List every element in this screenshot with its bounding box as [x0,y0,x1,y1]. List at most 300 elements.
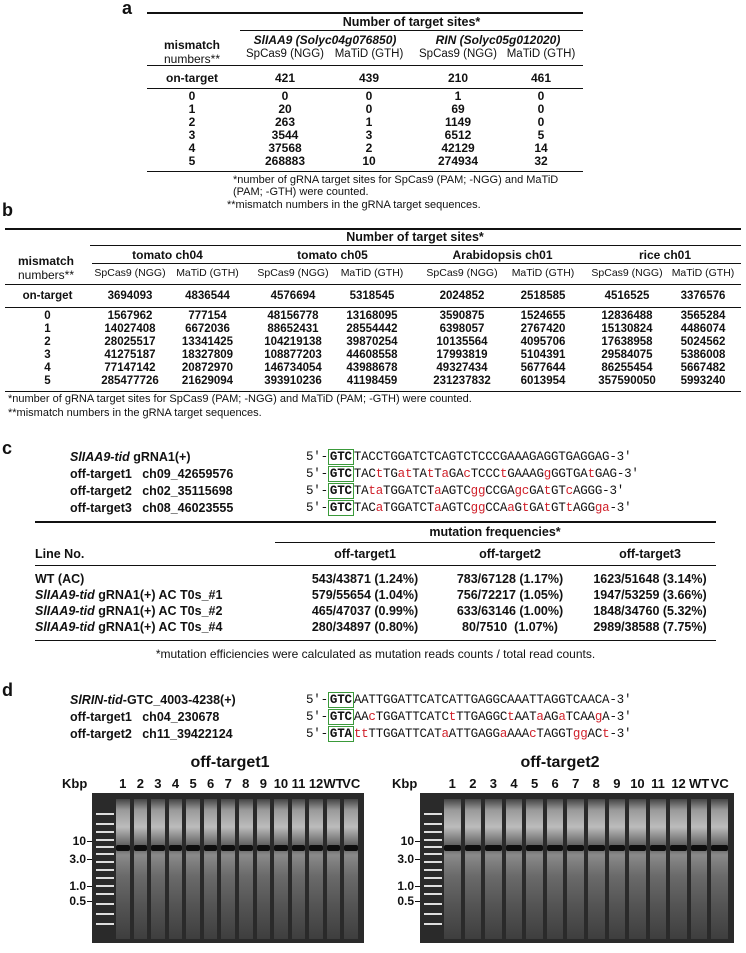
table-cell: 633/63146 (1.00%) [456,604,564,618]
gel-lane [239,799,253,939]
panel-c-guide-names [70,449,233,517]
table-row [5,336,741,349]
panel-a-gene2: RIN (Solyc05g012020) [435,33,561,47]
mismatch-base: a [434,501,442,515]
panel-a-bottom-rule [147,171,583,172]
mismatch-base: c [529,727,537,741]
table-cell: 1947/53259 (3.66%) [593,588,707,602]
lane-label: 11 [651,776,665,791]
sequence-line: 5′- GTC TACaTGGATCTaAGTCggCCAaGtGAtGTtAGGga-3′ [306,501,632,515]
lane-label: VC [710,776,729,791]
ladder-band [96,877,114,879]
mismatch-base: a [558,710,566,724]
ladder-band [96,846,114,848]
panel-c-col-rule [35,565,716,566]
gel-band [691,845,708,851]
mismatch-base: a [499,727,508,741]
mismatch-base: t [375,467,384,481]
table-cell: 17993819 [436,349,488,361]
size-marker: 10 [72,834,86,848]
table-cell: 3590875 [439,310,485,322]
panel-d-label: d [2,680,13,700]
panel-c-header: mutation frequencies* [429,525,561,539]
gel-band [257,845,271,851]
lane-label: 2 [469,776,477,791]
panel-c-top-rule [35,521,716,523]
table-cell: 28554442 [346,323,398,335]
ladder-band [424,846,442,848]
table-cell: 285477726 [101,375,159,387]
table-cell: 14027408 [104,323,156,335]
gel-lane [485,799,502,939]
panel-a-label: a [122,0,133,18]
table-cell: 41275187 [104,349,156,361]
table-cell: 12836488 [601,310,653,322]
offtarget-name: off-target2 ch02_35115698 [70,484,233,498]
mismatch-base: gg [470,484,486,498]
table-row [5,362,741,375]
gel-lane [691,799,708,939]
pam-box: GTC [329,467,352,481]
table-cell: 783/67128 (1.17%) [456,572,564,586]
panel-a-header-rule [240,30,583,31]
marker-tick [87,841,92,842]
mismatch-base: g [594,710,603,724]
gel-lane [344,799,358,939]
table-cell: 5104391 [520,349,566,361]
mismatch-base: tt [353,727,369,741]
pam-box: GTC [329,450,352,464]
gel-lane [444,799,461,939]
offtarget-name: off-target2 ch11_39422124 [70,727,233,741]
table-cell: 5677644 [520,362,566,374]
pam-box: GTC [329,710,352,724]
gel-lane [567,799,584,939]
table-row: 5 268883 10 274934 32 [188,154,548,168]
marker-tick [415,901,420,902]
table-cell: 5 [44,375,51,387]
table-cell: 104219138 [264,336,322,348]
panel-b-note2: **mismatch numbers in the gRNA target sequences. [8,407,262,419]
gel-band [444,845,461,851]
panel-b-row-header: mismatch numbers** [17,254,75,282]
panel-b-note1: *number of gRNA target sites for SpCas9 (PAM; -NGG) and MaTiD (PAM; -GTH) were counted. [8,393,472,405]
table-row: 0 0 0 1 0 [188,89,545,103]
mismatch-base: t [426,467,435,481]
gel-lane [547,799,564,939]
mismatch-base: t [448,710,457,724]
gel-band [567,845,584,851]
gel-lane [629,799,646,939]
table-cell: 108877203 [264,349,322,361]
ladder-band [424,923,442,925]
gel-lane [609,799,626,939]
mismatch-base: t [521,501,530,515]
table-cell: 6013954 [520,375,566,387]
panel-c-bottom-rule [35,640,716,641]
lane-label: 8 [592,776,600,791]
panel-a-body [147,89,583,167]
pam-box: GTC [329,501,352,515]
gel-band [309,845,323,851]
sequence-line: 5′- GTA ttTTGGATTCATaATTGAGGaAAAcTAGGTggACt-3′ [306,727,632,741]
lane-label: 12 [308,776,324,791]
table-cell: 2 [44,336,51,348]
panel-a-header: Number of target sites* [342,15,481,29]
table-cell: 1 [44,323,51,335]
mismatch-base: t [602,727,610,741]
gel-band [274,845,288,851]
ladder-band [424,813,442,815]
table-cell: 579/55654 (1.04%) [311,588,419,602]
gel-lane [169,799,183,939]
table-cell: 10135564 [436,336,488,348]
gel-band [506,845,523,851]
gel1-kbp: Kbp [62,776,88,791]
table-cell: 48156778 [267,310,319,322]
table-cell: 21629094 [181,375,234,387]
table-cell: 393910236 [264,375,322,387]
gel-lane [292,799,306,939]
panel-a-note1: *number of gRNA target sites for SpCas9 (PAM; -NGG) and MaTiD (PAM; -GTH) were counted. [233,174,559,198]
panel-b-body [5,310,741,388]
table-cell: 4486074 [680,323,726,335]
ladder-band [96,923,114,925]
ladder-band [424,839,442,841]
table-cell: 1623/51648 (3.14%) [593,572,707,586]
panel-c-sequences [306,449,639,517]
gel-band [609,845,626,851]
lane-label: 11 [291,776,306,791]
gel-lane [274,799,288,939]
mismatch-base: t [543,484,552,498]
panel-d-sequences [306,692,631,743]
table-cell: 3 [44,349,51,361]
lane-label: 8 [242,776,250,791]
mismatch-base: gg [470,501,486,515]
table-row: 4 37568 2 42129 14 [188,141,548,155]
gel-band [134,845,148,851]
table-row [5,349,741,362]
table-cell: 44608558 [346,349,398,361]
table-row [5,310,741,323]
lane-label: 12 [671,776,686,791]
table-cell: 29584075 [601,349,653,361]
ladder-band [424,823,442,825]
mismatch-base: gc [514,484,530,498]
table-cell: 5993240 [680,375,726,387]
gel-lane [257,799,271,939]
table-row: SlIAA9-tid gRNA1(+) AC T0s_#1 579/55654 (1.04%) 756/72217 (1.05%) 1947/53259 (3.66%) [35,588,716,604]
mismatch-base: a [536,710,544,724]
gel-band [650,845,667,851]
table-cell: 6672036 [185,323,230,335]
panel-d-guide-names [70,692,236,743]
gel-band [116,845,130,851]
gel-band [221,845,235,851]
ladder-band [424,893,442,895]
table-cell: 5024562 [680,336,726,348]
lane-label: 9 [259,776,267,791]
marker-tick [87,886,92,887]
gel-lane [650,799,667,939]
panel-b-col-rule [5,284,741,285]
ladder-band [424,831,442,833]
gel-lane [151,799,165,939]
offtarget-name: off-target1 ch04_230678 [70,710,220,724]
table-row: SlIAA9-tid gRNA1(+) AC T0s_#4 280/34897 (0.80%) 80/7510 (1.07%) 2989/38588 (7.75%) [35,620,716,636]
gel2-lane-labels [420,776,734,792]
lane-label: 10 [273,776,289,791]
gel-band [344,845,358,851]
lane-label: 3 [154,776,162,791]
lane-label: 4 [171,776,180,791]
table-cell: 17638958 [601,336,653,348]
size-marker: 1.0 [69,879,86,893]
panel-a-row-header: mismatch numbers** [163,38,221,66]
lane-label: 3 [489,776,498,791]
gel-band [485,845,502,851]
mismatch-base: a [434,484,442,498]
marker-tick [87,859,92,860]
gel-lane [465,799,482,939]
gel2-title: off-target2 [520,754,600,771]
mismatch-base: t [565,501,573,515]
lane-label: 7 [572,776,580,791]
gel-lane [588,799,605,939]
lane-label: 1 [119,776,127,791]
panel-b-header-rule [90,245,741,246]
guide-name: SlRIN-tid-GTC_4003-4238(+) [70,693,236,707]
table-cell: 13341425 [181,336,234,348]
table-cell: 6398057 [439,323,485,335]
ladder-band [96,839,114,841]
ladder-band [96,903,114,905]
gel-band [526,845,543,851]
lane-label: 9 [613,776,621,791]
panel-c-note: *mutation efficiencies were calculated as mutation reads counts / total read counts. [155,647,596,661]
pam-box: GTC [329,693,352,707]
sequence-line: 5′- GTC AATTGGATTCATCATTGAGGCAAATTAGGTCAACA-3′ [306,693,632,707]
panel-a-note2: **mismatch numbers in the gRNA target sequences. [227,199,481,211]
mismatch-base: at [397,467,413,481]
gel-band [239,845,253,851]
panel-a-gene1: SlIAA9 (Solyc04g076850) [253,33,397,47]
gel-lane [670,799,687,939]
gel-lane [204,799,218,939]
mismatch-base: ga [594,501,610,515]
gel-lane [327,799,341,939]
table-cell: 357590050 [598,375,656,387]
table-row: SlIAA9-tid gRNA1(+) AC T0s_#2 465/47037 (0.99%) 633/63146 (1.00%) 1848/34760 (5.32%) [35,604,716,620]
table-row [5,375,741,388]
table-cell: 5386008 [680,349,726,361]
ladder-band [96,831,114,833]
lane-label: 7 [224,776,232,791]
panel-a-top-rule [147,12,583,14]
ladder-band [96,893,114,895]
gel-band [465,845,482,851]
panel-b-label: b [2,200,13,220]
panel-b-group-rule [92,263,741,264]
gel-band [169,845,183,851]
gel-band [204,845,218,851]
table-row: 1 20 0 69 0 [188,102,545,116]
lane-label: 4 [510,776,518,791]
gel-lane [221,799,235,939]
mismatch-base: t [587,467,595,481]
ladder-band [424,903,442,905]
table-cell: 0 [44,310,51,322]
table-cell: 77147142 [104,362,156,374]
mismatch-base: a [507,501,515,515]
marker-tick [415,886,420,887]
gel-band [629,845,646,851]
lane-label: 6 [207,776,215,791]
table-row: 3 3544 3 6512 5 [188,128,545,142]
table-row [5,323,741,336]
gel1-title: off-target1 [190,754,270,771]
sequence-line: 5′- GTC TACtTGatTAtTaGAcTCCCtGAAAGgGGTGAtGAG-3′ [306,467,639,481]
panel-b-ontarget-rule [5,307,741,308]
gel-band [186,845,200,851]
ladder-band [96,913,114,915]
gel-band [327,845,341,851]
gel-lane [506,799,523,939]
ladder-band [96,861,114,863]
gel-band [711,845,728,851]
ladder-band [424,869,442,871]
size-marker: 0.5 [69,894,86,908]
gel2-image [420,793,734,943]
panel-a-col-rule [147,65,583,66]
lane-label: 6 [551,776,559,791]
marker-tick [415,841,420,842]
marker-tick [415,859,420,860]
gel2-kbp: Kbp [392,776,418,791]
table-cell: 2767420 [520,323,566,335]
panel-c-body [35,572,716,636]
table-cell: 18327809 [181,349,234,361]
lane-label: WT [689,776,710,791]
ladder-band [424,885,442,887]
table-row: WT (AC) 543/43871 (1.24%) 783/67128 (1.17%) 1623/51648 (3.14%) [35,572,716,588]
table-cell: 280/34897 (0.80%) [311,620,419,634]
lane-label: VC [342,776,361,791]
gel-band [588,845,605,851]
pam-box: GTC [329,484,352,498]
mismatch-base: a [375,501,384,515]
mismatch-base: t [543,501,552,515]
pam-box: GTA [329,727,352,741]
gel1-size-markers [50,793,90,943]
gel-lane [309,799,323,939]
table-cell: 1524655 [520,310,566,322]
sequence-line: 5′- GTC TAtaTGGATCTaAGTCggCCGAgcGAtGTcAGGG-3′ [306,484,625,498]
table-cell: 49327434 [436,362,488,374]
table-cell: 39870254 [346,336,398,348]
mismatch-base: c [368,710,376,724]
table-cell: 146734054 [264,362,322,374]
marker-tick [87,901,92,902]
table-cell: 43988678 [346,362,398,374]
table-cell: 80/7510 (1.07%) [462,620,558,634]
panel-c-header-rule [275,542,715,543]
ladder-band [96,853,114,855]
mismatch-base: a [441,727,449,741]
mismatch-base: c [463,467,471,481]
mismatch-base: ta [368,484,384,498]
gel1-image [92,793,364,943]
ladder-band [96,869,114,871]
table-cell: 15130824 [601,323,653,335]
table-cell: 543/43871 (1.24%) [311,572,419,586]
gel-band [547,845,564,851]
panel-b-header: Number of target sites* [346,230,484,244]
ladder-band [96,813,114,815]
sequence-line: 5′- GTC AAcTGGATTCATCtTTGAGGCtAATaAGaTCAAgA-3′ [306,710,632,724]
lane-label: 1 [448,776,456,791]
mismatch-base: c [565,484,573,498]
guide-name: SlIAA9-tid gRNA1(+) [70,450,191,464]
size-marker: 3.0 [69,852,86,866]
table-cell: 3565284 [680,310,726,322]
table-row: 2 263 1 1149 0 [188,115,545,129]
lane-label: 10 [630,776,645,791]
ladder-band [424,913,442,915]
offtarget-name: off-target3 ch08_46023555 [70,501,234,515]
size-marker: 3.0 [397,852,414,866]
panel-b-bottom-rule [5,391,741,392]
table-cell: 465/47037 (0.99%) [311,604,419,618]
ladder-band [424,877,442,879]
table-cell: 20872970 [181,362,234,374]
lane-label: 2 [136,776,144,791]
size-marker: 1.0 [397,879,414,893]
gel-lane [711,799,728,939]
mismatch-base: a [441,467,449,481]
gel-band [292,845,306,851]
gel-band [151,845,165,851]
panel-c-label: c [2,438,13,458]
table-cell: 4 [44,362,51,374]
mismatch-base: t [499,467,508,481]
table-cell: 756/72217 (1.05%) [456,588,564,602]
table-cell: 1848/34760 (5.32%) [593,604,707,618]
gel1-lane-labels [92,776,364,792]
mismatch-base: t [507,710,515,724]
lane-label: 5 [189,776,197,791]
lane-label: 5 [530,776,539,791]
ladder-band [424,861,442,863]
mismatch-base: gg [572,727,588,741]
table-cell: 4095706 [520,336,566,348]
ladder-band [424,853,442,855]
table-cell: 1567962 [107,310,153,322]
table-cell: 88652431 [267,323,319,335]
table-cell: 231237832 [433,375,491,387]
table-cell: 777154 [188,310,227,322]
table-cell: 86255454 [601,362,653,374]
gel-lane [526,799,543,939]
size-marker: 0.5 [397,894,414,908]
ladder-band [96,823,114,825]
table-cell: 41198459 [346,375,398,387]
size-marker: 10 [400,834,414,848]
lane-label: WT [323,776,344,791]
ladder-band [96,885,114,887]
table-cell: 28025517 [104,336,156,348]
